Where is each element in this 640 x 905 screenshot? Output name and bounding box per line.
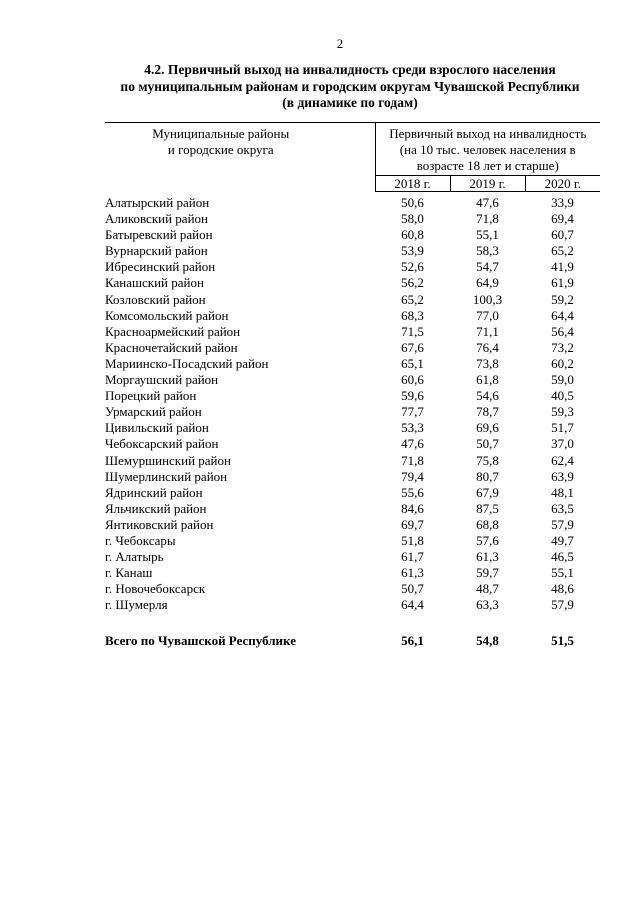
- value-2019: 61,8: [476, 372, 499, 388]
- value-2020: 41,9: [551, 259, 574, 275]
- value-2018: 84,6: [401, 500, 424, 516]
- municipality-name: г. Алатырь: [105, 549, 164, 565]
- header-rate-line-1: Первичный выход на инвалидность: [389, 126, 587, 141]
- municipality-name: Урмарский район: [105, 404, 202, 420]
- value-2020: 69,4: [551, 211, 574, 227]
- municipality-name: Ядринский район: [105, 484, 203, 500]
- value-2018: 65,2: [401, 291, 424, 307]
- value-2020: 56,4: [551, 323, 574, 339]
- value-2018: 68,3: [401, 307, 424, 323]
- municipality-name: г. Шумерля: [105, 597, 168, 613]
- table-row: [105, 453, 600, 469]
- value-2020: 60,2: [551, 355, 574, 371]
- value-2019: 47,6: [476, 195, 499, 210]
- total-2018: 56,1: [401, 633, 424, 649]
- value-2019: 69,6: [476, 420, 499, 436]
- total-2020: 51,5: [551, 633, 574, 649]
- value-2020: 55,1: [551, 565, 574, 581]
- total-row: [105, 633, 600, 649]
- table-row: [105, 565, 600, 581]
- value-2020: 40,5: [551, 388, 574, 404]
- municipality-name: г. Чебоксары: [105, 532, 176, 548]
- table-row: [105, 243, 600, 259]
- municipality-name: Ибресинский район: [105, 259, 216, 275]
- value-2018: 50,7: [401, 581, 424, 597]
- value-2020: 51,7: [551, 420, 574, 436]
- value-2019: 71,8: [476, 211, 499, 227]
- value-2018: 59,6: [401, 388, 424, 404]
- value-2020: 57,9: [551, 597, 574, 613]
- value-2019: 58,3: [476, 243, 499, 259]
- table-row: [105, 227, 600, 243]
- value-2019: 64,9: [476, 275, 499, 291]
- value-2019: 54,7: [476, 259, 499, 275]
- value-2019: 63,3: [476, 597, 499, 613]
- total-2019: 54,8: [476, 633, 499, 649]
- value-2018: 51,8: [401, 532, 424, 548]
- table-row: [105, 404, 600, 420]
- municipality-name: Канашский район: [105, 275, 204, 291]
- value-2019: 77,0: [476, 307, 499, 323]
- value-2019: 59,7: [476, 565, 499, 581]
- title-line-1: 4.2. Первичный выход на инвалидность среди взрослого населения: [144, 62, 556, 77]
- table-row: [105, 581, 600, 597]
- value-2019: 68,8: [476, 516, 499, 532]
- value-2020: 49,7: [551, 532, 574, 548]
- municipality-name: г. Новочебоксарск: [105, 581, 206, 597]
- value-2018: 69,7: [401, 516, 424, 532]
- municipality-name: Алатырский район: [105, 194, 210, 210]
- value-2018: 56,2: [401, 275, 424, 291]
- title-line-2: по муниципальным районам и городским округам Чувашской Республики: [120, 78, 580, 94]
- municipality-name: Моргаушский район: [105, 372, 219, 388]
- table-row: [105, 372, 600, 388]
- value-2019: 67,9: [476, 484, 499, 500]
- value-2020: 73,2: [551, 339, 574, 355]
- table-row: [105, 275, 600, 291]
- value-2020: 59,3: [551, 404, 574, 420]
- header-rate-line-2: (на 10 тыс. человек населения в: [399, 142, 576, 157]
- value-2019: 100,3: [472, 291, 503, 307]
- header-rate-line-3: возрасте 18 лет и старше): [416, 158, 559, 173]
- table-title: [90, 62, 610, 112]
- value-2018: 55,6: [401, 484, 424, 500]
- total-label: Всего по Чувашской Республике: [105, 633, 296, 649]
- value-2020: 61,9: [551, 275, 574, 291]
- value-2018: 65,1: [401, 355, 424, 371]
- value-2019: 75,8: [476, 452, 499, 468]
- municipality-name: Чебоксарский район: [105, 436, 219, 452]
- value-2020: 33,9: [551, 195, 574, 210]
- value-2020: 65,2: [551, 243, 574, 259]
- header-municipality-line-2: и городские округа: [167, 142, 274, 157]
- table-row: [105, 517, 600, 533]
- table-row: [105, 436, 600, 452]
- municipality-name: Вурнарский район: [105, 243, 208, 259]
- value-2018: 53,9: [401, 243, 424, 259]
- value-2020: 60,7: [551, 227, 574, 243]
- municipality-name: Шумерлинский район: [105, 468, 228, 484]
- table-row: [105, 388, 600, 404]
- title-line-3: (в динамике по годам): [282, 95, 418, 110]
- value-2018: 47,6: [401, 436, 424, 452]
- municipality-name: Порецкий район: [105, 388, 197, 404]
- value-2018: 60,8: [401, 227, 424, 243]
- value-2018: 52,6: [401, 259, 424, 275]
- header-disability-rate: [375, 123, 600, 176]
- value-2020: 37,0: [551, 436, 574, 452]
- value-2018: 58,0: [401, 211, 424, 227]
- value-2019: 71,1: [476, 323, 499, 339]
- municipality-name: Красноармейский район: [105, 323, 241, 339]
- table-row: [105, 308, 600, 324]
- table-row: [105, 485, 600, 501]
- table-row: [105, 324, 600, 340]
- value-2018: 64,4: [401, 597, 424, 613]
- disability-table: [105, 122, 600, 650]
- table-row: [105, 192, 600, 212]
- table-row: [105, 211, 600, 227]
- municipality-name: Батыревский район: [105, 227, 213, 243]
- value-2020: 46,5: [551, 549, 574, 565]
- table-row: [105, 549, 600, 565]
- value-2020: 64,4: [551, 307, 574, 323]
- value-2018: 61,3: [401, 565, 424, 581]
- header-year-2018: 2018 г.: [375, 176, 450, 192]
- value-2018: 71,8: [401, 452, 424, 468]
- header-municipality-line-1: Муниципальные районы: [152, 126, 290, 141]
- value-2019: 55,1: [476, 227, 499, 243]
- value-2018: 67,6: [401, 339, 424, 355]
- value-2019: 80,7: [476, 468, 499, 484]
- municipality-name: Цивильский район: [105, 420, 209, 436]
- value-2020: 57,9: [551, 516, 574, 532]
- value-2018: 50,6: [401, 195, 424, 210]
- table-row: [105, 597, 600, 613]
- value-2020: 63,9: [551, 468, 574, 484]
- municipality-name: Комсомольский район: [105, 307, 229, 323]
- value-2020: 59,0: [551, 372, 574, 388]
- table-row: [105, 469, 600, 485]
- value-2018: 53,3: [401, 420, 424, 436]
- table-row: [105, 292, 600, 308]
- value-2020: 48,1: [551, 484, 574, 500]
- municipality-name: Аликовский район: [105, 211, 208, 227]
- value-2020: 59,2: [551, 291, 574, 307]
- value-2019: 48,7: [476, 581, 499, 597]
- value-2018: 60,6: [401, 372, 424, 388]
- value-2018: 77,7: [401, 404, 424, 420]
- value-2020: 48,6: [551, 581, 574, 597]
- table-row: [105, 533, 600, 549]
- value-2019: 61,3: [476, 549, 499, 565]
- value-2019: 54,6: [476, 388, 499, 404]
- municipality-name: Шемуршинский район: [105, 452, 231, 468]
- value-2020: 62,4: [551, 452, 574, 468]
- value-2019: 57,6: [476, 532, 499, 548]
- value-2019: 87,5: [476, 500, 499, 516]
- municipality-name: г. Канаш: [105, 565, 153, 581]
- municipality-name: Яльчикский район: [105, 500, 207, 516]
- value-2018: 79,4: [401, 468, 424, 484]
- table-body: [105, 192, 600, 614]
- municipality-name: Красночетайский район: [105, 339, 238, 355]
- value-2018: 61,7: [401, 549, 424, 565]
- table-row: [105, 259, 600, 275]
- page-number: 2: [336, 36, 344, 51]
- value-2019: 76,4: [476, 339, 499, 355]
- table-row: [105, 340, 600, 356]
- value-2019: 50,7: [476, 436, 499, 452]
- table-row: [105, 501, 600, 517]
- header-year-2019: 2019 г.: [450, 176, 525, 192]
- municipality-name: Козловский район: [105, 291, 206, 307]
- value-2020: 63,5: [551, 500, 574, 516]
- header-municipality: [105, 123, 375, 192]
- table-row: [105, 420, 600, 436]
- value-2019: 73,8: [476, 355, 499, 371]
- municipality-name: Мариинско-Посадский район: [105, 355, 269, 371]
- municipality-name: Янтиковский район: [105, 516, 214, 532]
- value-2019: 78,7: [476, 404, 499, 420]
- table-row: [105, 356, 600, 372]
- header-year-2020: 2020 г.: [525, 176, 600, 192]
- value-2018: 71,5: [401, 323, 424, 339]
